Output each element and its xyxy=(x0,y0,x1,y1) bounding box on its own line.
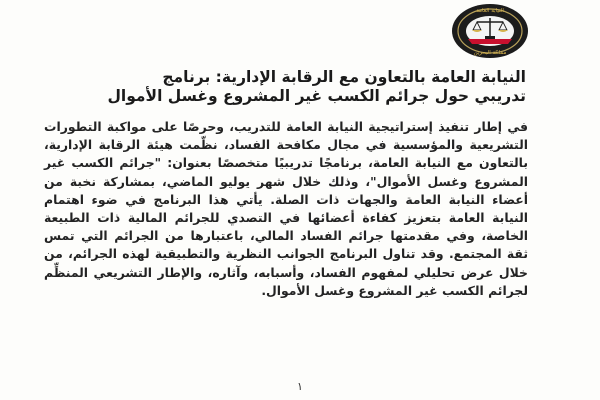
page-number: ١ xyxy=(297,380,303,393)
document-title xyxy=(40,68,526,106)
emblem-bottom-text: مملكة البحرين xyxy=(473,50,507,56)
public-prosecution-emblem xyxy=(451,3,529,59)
emblem-red-band xyxy=(468,39,512,44)
document-body: في إطار تنفيذ إستراتيجية النيابة العامة للتدريب، وحرصًا على مواكبة التطورات التشريعية والمؤسسية في مجال مكافحة الفساد، نظّمت هيئة الرقابة الإدارية، بالتعاون مع النيابة العامة، برنامجًا تدريبيًا متخصصًا بعنوان: "جرائم الكسب غير المشروع وغسل الأموال"، وذلك خلال شهر يوليو الماضي، بمشاركة نخبة من أعضاء النيابة العامة والجهات ذات الصلة. يأتي هذا البرنامج في ضوء اهتمام النيابة العامة بتعزيز كفاءة أعضائها في التصدي للجرائم المالية ذات الطبيعة الخاصة، وفي مقدمتها جرائم الفساد المالي، باعتبارها من الجرائم التي تمس ثقة المجتمع. وقد تناول البرنامج الجوانب النظرية والتطبيقية لهذه الجرائم، من خلال عرض تحليلي لمفهوم الفساد، وأسبابه، وآثاره، والإطار التشريعي المنظِّم لجرائم الكسب غير المشروع وغسل الأموال. xyxy=(44,119,528,298)
emblem-top-text: النيابة العامة xyxy=(476,8,504,14)
title-line-1: النيابة العامة بالتعاون مع الرقابة الإدارية: برنامج xyxy=(162,68,526,86)
scale-base xyxy=(485,36,495,39)
title-line-2: تدريبي حول جرائم الكسب غير المشروع وغسل الأموال xyxy=(107,87,526,105)
scales-of-justice-icon xyxy=(451,3,529,59)
